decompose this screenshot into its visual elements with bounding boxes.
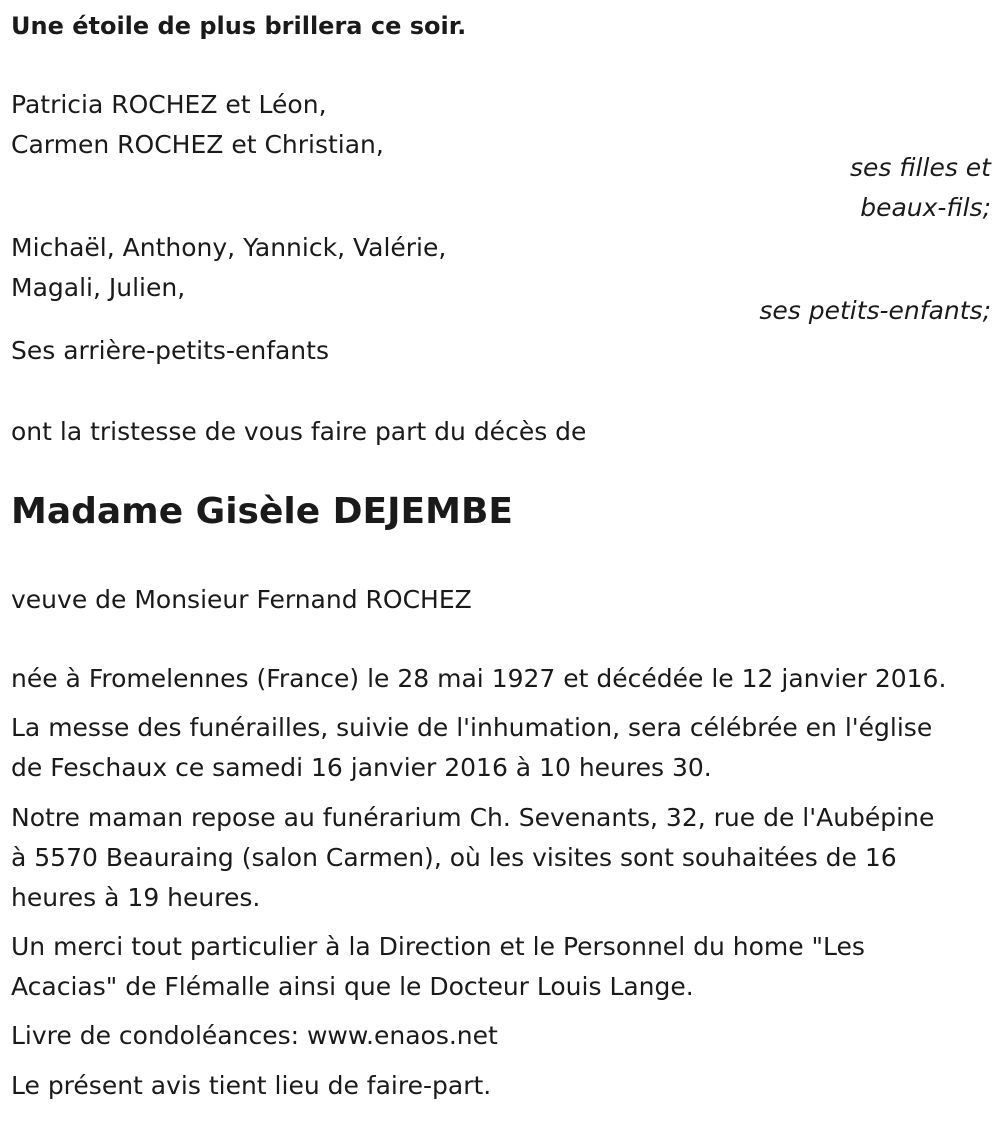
repose-line-3: heures à 19 heures.	[11, 883, 261, 912]
grandchildren-line-1: Michaël, Anthony, Yannick, Valérie,	[11, 233, 447, 262]
grandchildren-role: ses petits-enfants;	[759, 296, 991, 325]
birth-death: née à Fromelennes (France) le 28 mai 1927 et décédée le 12 janvier 2016.	[11, 664, 947, 693]
great-grandchildren: Ses arrière-petits-enfants	[11, 336, 329, 365]
grandchildren-line-2: Magali, Julien,	[11, 273, 186, 302]
repose-line-2: à 5570 Beauraing (salon Carmen), où les visites sont souhaitées de 16	[11, 843, 897, 872]
condolences: Livre de condoléances: www.enaos.net	[11, 1021, 498, 1050]
daughter-line-1: Patricia ROCHEZ et Léon,	[11, 90, 327, 119]
daughters-role-line-2: beaux-fils;	[860, 193, 991, 222]
funeral-line-1: La messe des funérailles, suivie de l'inhumation, sera célébrée en l'église	[11, 713, 933, 742]
thanks-line-2: Acacias" de Flémalle ainsi que le Docteur Louis Lange.	[11, 972, 694, 1001]
widow-of: veuve de Monsieur Fernand ROCHEZ	[11, 585, 472, 614]
daughter-line-2: Carmen ROCHEZ et Christian,	[11, 130, 384, 159]
closing-note: Le présent avis tient lieu de faire-part.	[11, 1071, 492, 1100]
thanks-line-1: Un merci tout particulier à la Direction et le Personnel du home "Les	[11, 932, 865, 961]
deceased-name: Madame Gisèle DEJEMBE	[11, 491, 513, 532]
announcement: ont la tristesse de vous faire part du décès de	[11, 417, 587, 446]
funeral-line-2: de Feschaux ce samedi 16 janvier 2016 à 10 heures 30.	[11, 753, 712, 782]
repose-line-1: Notre maman repose au funérarium Ch. Sevenants, 32, rue de l'Aubépine	[11, 803, 935, 832]
headline: Une étoile de plus brillera ce soir.	[11, 12, 467, 40]
daughters-role-line-1: ses filles et	[850, 153, 991, 182]
